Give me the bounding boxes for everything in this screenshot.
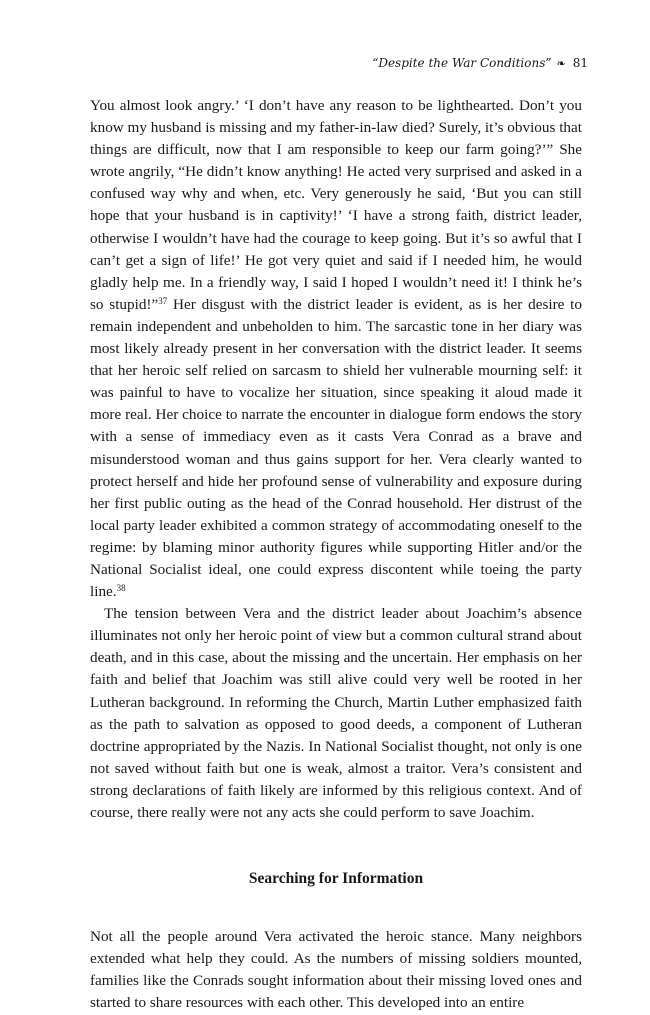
running-head-title: “Despite the War Conditions” — [372, 56, 552, 70]
body-text — [90, 95, 582, 1015]
fleuron-icon: ❧ — [556, 57, 566, 70]
text-run: You almost look angry.’ ‘I don’t have any reason to be lighthearted. Don’t you know my husband is missing and my father-in-law died? Surely, it’s obvious that things are difficult, now that I am responsible to keep our farm going?’” She wrote angrily, “He didn’t know anything! He acted very surprised and asked in a confused way why and when, etc. Very generously he said, ‘But you can still hope that your husband is in captivity!’ ‘I have a strong faith, district leader, otherwise I wouldn’t have had the courage to keep going. But it’s so awful that I can’t get a sign of life!’ He got very quiet and said if I needed him, he would gladly help me. In a friendly way, I said I hoped I wouldn’t need it! I think he’s so stupid!” — [90, 97, 582, 313]
paragraph — [90, 926, 582, 1014]
footnote-ref: 37 — [158, 295, 168, 306]
page-number: 81 — [572, 56, 588, 70]
text-run: Her disgust with the district leader is evident, as is her desire to remain independent and unbeholden to him. The sarcastic tone in her diary was most likely already present in her conversation with the district leader. It seems that her heroic self relied on sarcasm to shield her vulnerable mourning self: it was painful to have to vocalize her situation, since speaking it aloud made it more real. Her choice to narrate the encounter in dialogue form endows the story with a sense of immediacy even as it casts Vera Conrad as a brave and misunderstood woman and thus gains support for her. Vera clearly wanted to protect herself and hide her profound sense of vulnerability and exposure during her first public outing as the head of the Conrad household. Her distrust of the local party leader exhibited a common strategy of accommodating oneself to the regime: by blaming minor authority figures while supporting Hitler and/or the National Socialist ideal, one could express discontent while toeing the party line. — [90, 295, 582, 601]
text-run: Not all the people around Vera activated the heroic stance. Many neighbors extended what help they could. As the numbers of missing soldiers mounted, families like the Conrads sought information about their missing loved ones and started to share resources with each other. This developed into an entire — [90, 928, 582, 1012]
paragraph — [90, 603, 582, 824]
running-head — [90, 56, 588, 70]
paragraph — [90, 95, 582, 603]
section-heading: Searching for Information — [248, 870, 424, 888]
text-run: The tension between Vera and the district leader about Joachim’s absence illuminates not only her heroic point of view but a common cultural strand about death, and in this case, about the missing and the uncertain. Her emphasis on her faith and belief that Joachim was still alive could very well be rooted in her Lutheran background. In reforming the Church, Martin Luther emphasized faith as the path to salvation as opposed to good deeds, a component of Lutheran doctrine appropriated by the Nazis. In National Socialist thought, not only is one not saved without faith but one is weak, almost a traitor. Vera’s consistent and strong declarations of faith likely are informed by this religious context. And of course, there really were not any acts she could perform to save Joachim. — [90, 605, 582, 821]
footnote-ref: 38 — [116, 583, 126, 594]
